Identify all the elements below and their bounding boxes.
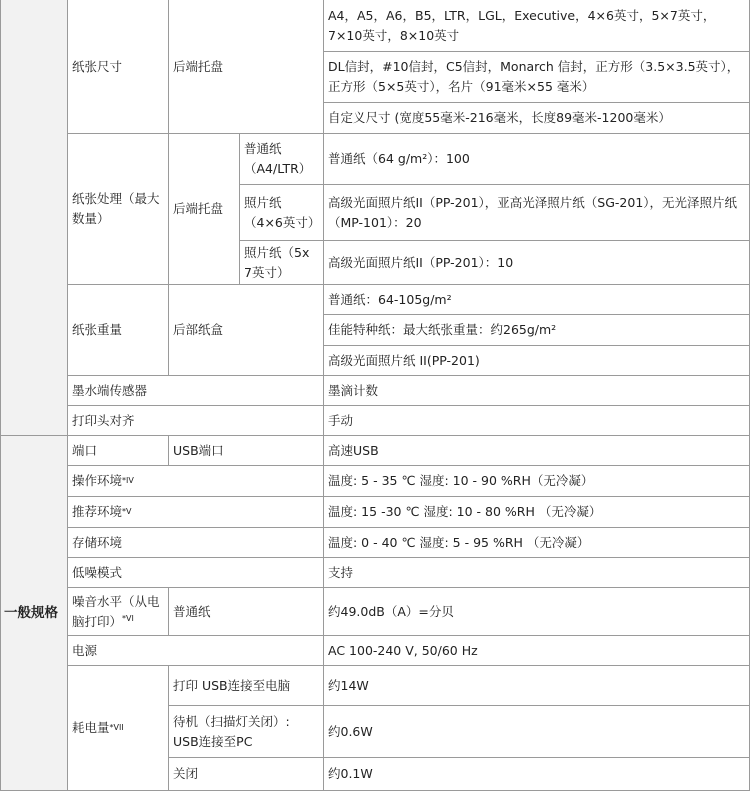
power-label: 电源	[68, 636, 324, 666]
paper-handling-value1: 普通纸（64 g/m²）：100	[324, 134, 750, 185]
section-general-label: 一般规格	[4, 605, 58, 621]
paper-size-source: 后端托盘	[169, 0, 324, 134]
paper-weight-row3: 高级光面照片纸 II(PP-201)	[324, 346, 750, 376]
paper-handling-type3: 照片纸（5x 7英寸）	[240, 241, 324, 285]
rec-env-label: 推荐环境 *V	[68, 497, 324, 528]
ink-sensor-value: 墨滴计数	[324, 376, 750, 406]
paper-weight-row1: 普通纸：64-105g/m²	[324, 285, 750, 315]
op-env-label: 操作环境 *IV	[68, 466, 324, 497]
consumption-value2: 约0.6W	[324, 706, 750, 758]
paper-size-row2: DL信封，#10信封，C5信封，Monarch 信封，正方形（3.5×3.5英寸），正方形（5×5英寸），名片（91毫米×55 毫米）	[324, 52, 750, 103]
paper-handling-type2: 照片纸（4×6英寸）	[240, 185, 324, 241]
section-cell-top	[0, 0, 68, 436]
port-sub: USB端口	[169, 436, 324, 466]
paper-handling-value2: 高级光面照片纸II（PP-201），亚高光泽照片纸（SG-201），无光泽照片纸（MP-101）：20	[324, 185, 750, 241]
quiet-mode-label: 低噪模式	[68, 558, 324, 588]
paper-weight-label: 纸张重量	[68, 285, 169, 376]
ink-sensor-label: 墨水端传感器	[68, 376, 324, 406]
noise-value: 约49.0dB（A）=分贝	[324, 588, 750, 636]
consumption-sub1: 打印 USB连接至电脑	[169, 666, 324, 706]
power-value: AC 100-240 V, 50/60 Hz	[324, 636, 750, 666]
section-general	[0, 436, 68, 791]
paper-size-label: 纸张尺寸	[68, 0, 169, 134]
noise-label: 噪音水平（从电脑打印）$^{*VI}$	[68, 588, 169, 636]
consumption-sub2: 待机（扫描灯关闭）: USB连接至PC	[169, 706, 324, 758]
consumption-value1: 约14W	[324, 666, 750, 706]
paper-size-row1: A4，A5，A6，B5，LTR，LGL，Executive，4×6英寸，5×7英寸，7×10英寸，8×10英寸	[324, 0, 750, 52]
port-label: 端口	[68, 436, 169, 466]
paper-handling-label: 纸张处理（最大数量）	[68, 134, 169, 285]
paper-handling-type1: 普通纸（A4/LTR）	[240, 134, 324, 185]
paper-weight-source: 后部纸盒	[169, 285, 324, 376]
head-align-label: 打印头对齐	[68, 406, 324, 436]
rec-env-value: 温度: 15 -30 ℃ 湿度: 10 - 80 %RH （无冷凝）	[324, 497, 750, 528]
port-value: 高速USB	[324, 436, 750, 466]
paper-weight-row2: 佳能特种纸：最大纸张重量：约265g/m²	[324, 315, 750, 346]
head-align-value: 手动	[324, 406, 750, 436]
consumption-sub3: 关闭	[169, 758, 324, 791]
op-env-value: 温度: 5 - 35 ℃ 湿度: 10 - 90 %RH（无冷凝）	[324, 466, 750, 497]
noise-note: *VI	[122, 613, 134, 623]
quiet-mode-value: 支持	[324, 558, 750, 588]
store-env-value: 温度: 0 - 40 ℃ 湿度: 5 - 95 %RH （无冷凝）	[324, 528, 750, 558]
consumption-label: 耗电量 *VII	[68, 666, 169, 791]
paper-size-row3: 自定义尺寸 (宽度55毫米-216毫米，长度89毫米-1200毫米）	[324, 103, 750, 134]
consumption-value3: 约0.1W	[324, 758, 750, 791]
paper-handling-source: 后端托盘	[169, 134, 240, 285]
store-env-label: 存储环境	[68, 528, 324, 558]
noise-sub: 普通纸	[169, 588, 324, 636]
paper-handling-value3: 高级光面照片纸II（PP-201）：10	[324, 241, 750, 285]
